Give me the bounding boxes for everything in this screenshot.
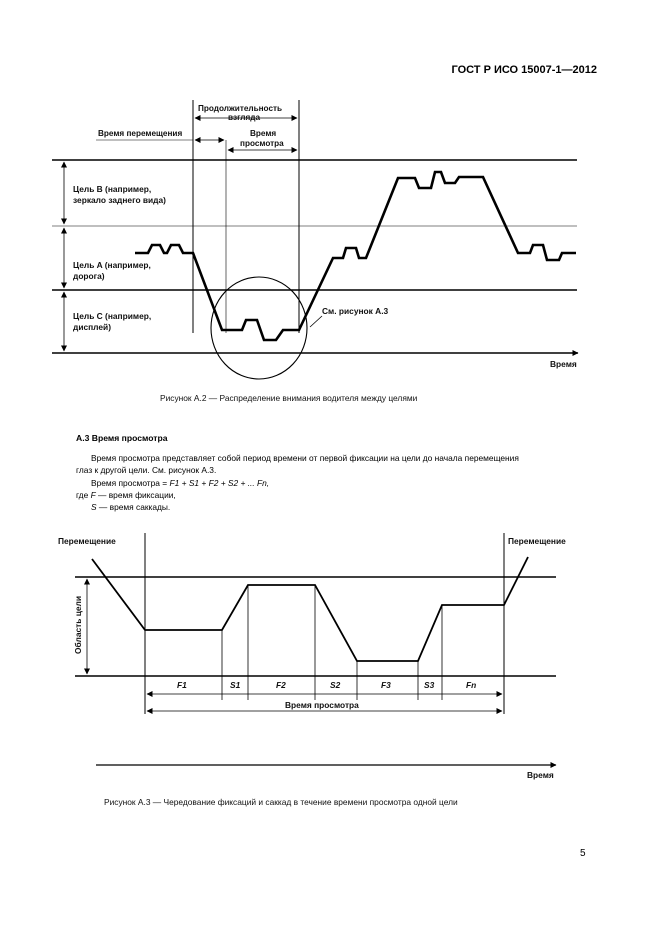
segment-label-f2: F2: [276, 680, 286, 690]
callout-see-figure-a3: См. рисунок A.3: [322, 306, 389, 316]
formula-prefix: Время просмотра =: [91, 478, 170, 488]
transition-time-label: Время перемещения: [98, 129, 183, 138]
standard-code-header: ГОСТ Р ИСО 15007-1—2012: [451, 64, 597, 76]
segment-label-s1: S1: [230, 680, 241, 690]
target-a-label-1: Цель A (например,: [73, 260, 151, 270]
time-axis-label-a3: Время: [527, 770, 554, 780]
fixation-saccade-trace: [92, 557, 528, 661]
where-s-text: — время саккады.: [96, 502, 171, 512]
target-c-label-1: Цель C (например,: [73, 311, 152, 321]
transition-label-right: Перемещение: [508, 536, 566, 546]
dwell-time-label-2: просмотра: [240, 139, 284, 148]
section-paragraph-line-1: Время просмотра представляет собой период времени от первой фиксации на цели до начала перемещения: [91, 453, 519, 463]
segment-label-f3: F3: [381, 680, 391, 690]
glance-duration-label-1: Продолжительность: [198, 104, 283, 113]
segment-label-s2: S2: [330, 680, 341, 690]
segment-label-fn: Fn: [466, 680, 477, 690]
dwell-time-label-1: Время: [250, 129, 277, 138]
segment-label-s3: S3: [424, 680, 435, 690]
page-number: 5: [580, 848, 586, 859]
glance-duration-label-2: взгляда: [228, 113, 261, 122]
target-a-label-2: дорога): [73, 271, 105, 281]
figure-a3-caption: Рисунок A.3 — Чередование фиксаций и саккад в течение времени просмотра одной цели: [104, 797, 458, 807]
where-f-text: — время фиксации,: [95, 490, 176, 500]
formula-expression: F1 + S1 + F2 + S2 + ... Fn,: [169, 478, 270, 488]
target-c-label-2: дисплей): [73, 322, 111, 332]
where-s-symbol: S: [91, 502, 97, 512]
figure-a2-caption: Рисунок A.2 — Распределение внимания водителя между целями: [160, 393, 418, 403]
dwell-total-label: Время просмотра: [285, 700, 359, 710]
time-axis-label-a2: Время: [550, 359, 577, 369]
segment-label-f1: F1: [177, 680, 187, 690]
target-b-label-2: зеркало заднего вида): [73, 195, 166, 205]
target-area-label: Область цели: [73, 596, 83, 654]
section-a3-heading: A.3 Время просмотра: [76, 433, 168, 443]
target-b-label-1: Цель B (например,: [73, 184, 152, 194]
where-f-symbol: F: [90, 490, 96, 500]
transition-label-left: Перемещение: [58, 536, 116, 546]
where-prefix: где: [76, 490, 91, 500]
section-paragraph-line-2: глаз к другой цели. См. рисунок A.3.: [76, 465, 217, 475]
